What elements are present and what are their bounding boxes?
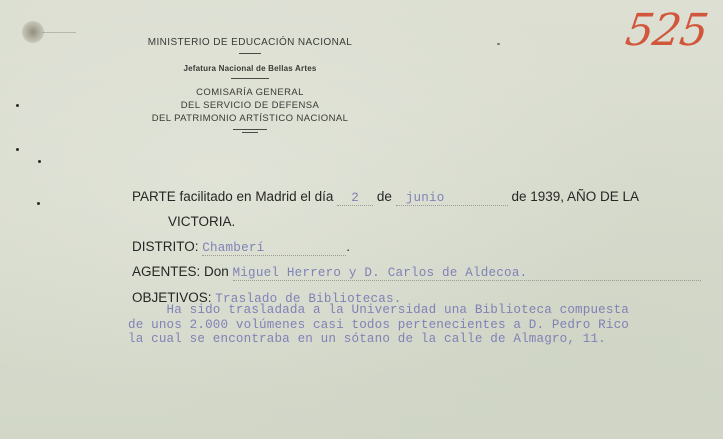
report-body [128,303,629,347]
jefatura-heading: Jefatura Nacional de Bellas Artes [183,64,317,73]
paper-speck [37,202,40,205]
divider [231,78,269,79]
distrito-label: DISTRITO: [132,239,199,254]
ink-stain [22,21,44,43]
date-line [132,189,639,206]
divider [233,129,267,130]
agentes-line [132,264,701,281]
folio-number: 525 [622,5,711,56]
ink-stain-trail [42,32,76,33]
victoria-label: VICTORIA. [168,214,236,229]
paper-speck [16,104,19,107]
objetivos-label: OBJETIVOS: [132,290,212,305]
letterhead [120,36,380,133]
ministry-heading: MINISTERIO DE EDUCACIÓN NACIONAL [147,37,353,48]
objetivos-field: Traslado de Bibliotecas. [215,292,402,306]
paper-speck [497,43,500,45]
paper-speck [16,148,19,151]
agentes-label: AGENTES: Don [132,264,229,279]
distrito-field: Chamberí [202,241,346,256]
comisaria-heading-line-1: COMISARÍA GENERAL [196,87,304,98]
body-line-3: la cual se encontraba en un sótano de la calle de Almagro, 11. [128,332,606,346]
distrito-end: . [346,239,351,254]
year-label: de 1939, AÑO DE LA [511,189,640,204]
month-field: junio [396,191,508,206]
parte-label: PARTE facilitado en Madrid el día [132,189,334,204]
comisaria-heading-line-2: DEL SERVICIO DE DEFENSA [180,100,320,111]
paper-speck [38,160,41,163]
body-line-1: Ha sido trasladada a la Universidad una Biblioteca compuesta [128,303,629,317]
day-field: 2 [337,191,373,206]
body-line-2: de unos 2.000 volúmenes casi todos pertenecientes a D. Pedro Rico [128,317,629,332]
comisaria-heading-line-3: DEL PATRIMONIO ARTÍSTICO NACIONAL [151,113,349,124]
distrito-line [132,239,350,256]
agentes-field: Miguel Herrero y D. Carlos de Aldecoa. [233,266,701,281]
de-label: de [376,189,392,204]
victoria-line [168,214,235,229]
divider [242,132,258,133]
divider [239,53,261,54]
